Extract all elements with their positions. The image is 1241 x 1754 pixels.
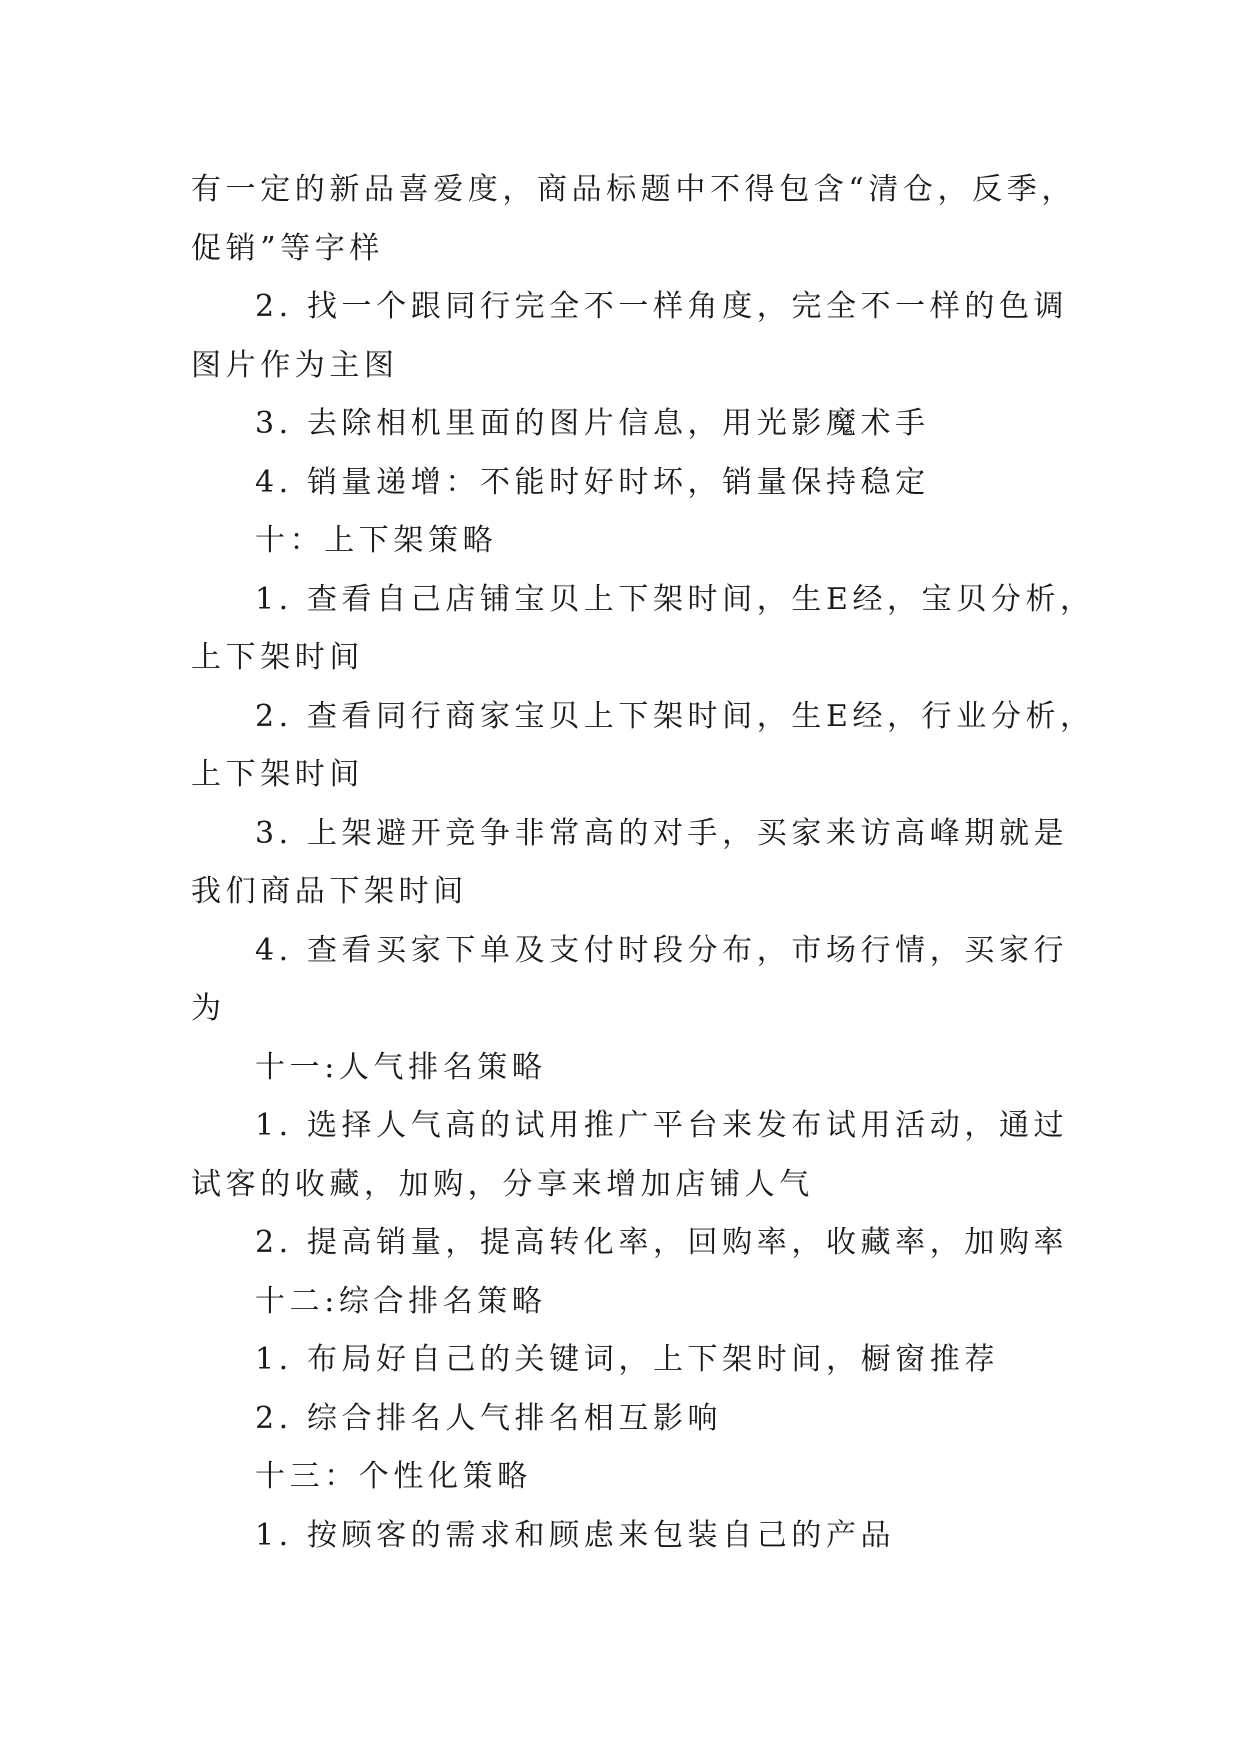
list-item-10-3: 3. 上架避开竞争非常高的对手，买家来访高峰期就是: [255, 815, 1069, 851]
section-heading-10: 十：上下架策略: [255, 523, 498, 558]
list-item-4: 4. 销量递增：不能时好时坏，销量保持稳定: [255, 464, 930, 500]
text-line-9: 上下架时间: [191, 640, 364, 675]
text-line-2: 促销”等字样: [191, 230, 384, 266]
text-line-11: 上下架时间: [191, 757, 364, 792]
list-item-10-4: 4. 查看买家下单及支付时段分布，市场行情，买家行: [255, 932, 1069, 968]
list-item-10-2: 2. 查看同行商家宝贝上下架时间，生E经，行业分析，: [255, 698, 1095, 734]
section-heading-11: 十一:人气排名策略: [255, 1049, 547, 1085]
list-item-11-1: 1. 选择人气高的试用推广平台来发布试用活动，通过: [255, 1108, 1069, 1143]
text-line-13: 我们商品下架时间: [191, 874, 468, 909]
list-item-11-2: 2. 提高销量，提高转化率，回购率，收藏率，加购率: [255, 1225, 1069, 1260]
text-line-18: 试客的收藏，加购，分享来增加店铺人气: [191, 1166, 814, 1202]
list-item-2: 2. 找一个跟同行完全不一样角度，完全不一样的色调: [255, 289, 1069, 324]
list-item-10-1: 1. 查看自己店铺宝贝上下架时间，生E经，宝贝分析，: [255, 581, 1095, 617]
text-line-4: 图片作为主图: [191, 347, 399, 383]
list-item-3: 3. 去除相机里面的图片信息，用光影魔术手: [255, 406, 930, 441]
section-heading-12: 十二:综合排名策略: [255, 1283, 547, 1319]
text-line-1: 有一定的新品喜爱度，商品标题中不得包含“清仓，反季，: [191, 172, 1076, 207]
list-item-12-2: 2. 综合排名人气排名相互影响: [255, 1400, 723, 1436]
section-heading-13: 十三：个性化策略: [255, 1459, 532, 1494]
list-item-12-1: 1. 布局好自己的关键词，上下架时间，橱窗推荐: [255, 1342, 999, 1377]
document-body: [191, 161, 1095, 1565]
list-item-13-1: 1. 按顾客的需求和顾虑来包装自己的产品: [255, 1517, 896, 1553]
text-line-15: 为: [191, 991, 226, 1026]
